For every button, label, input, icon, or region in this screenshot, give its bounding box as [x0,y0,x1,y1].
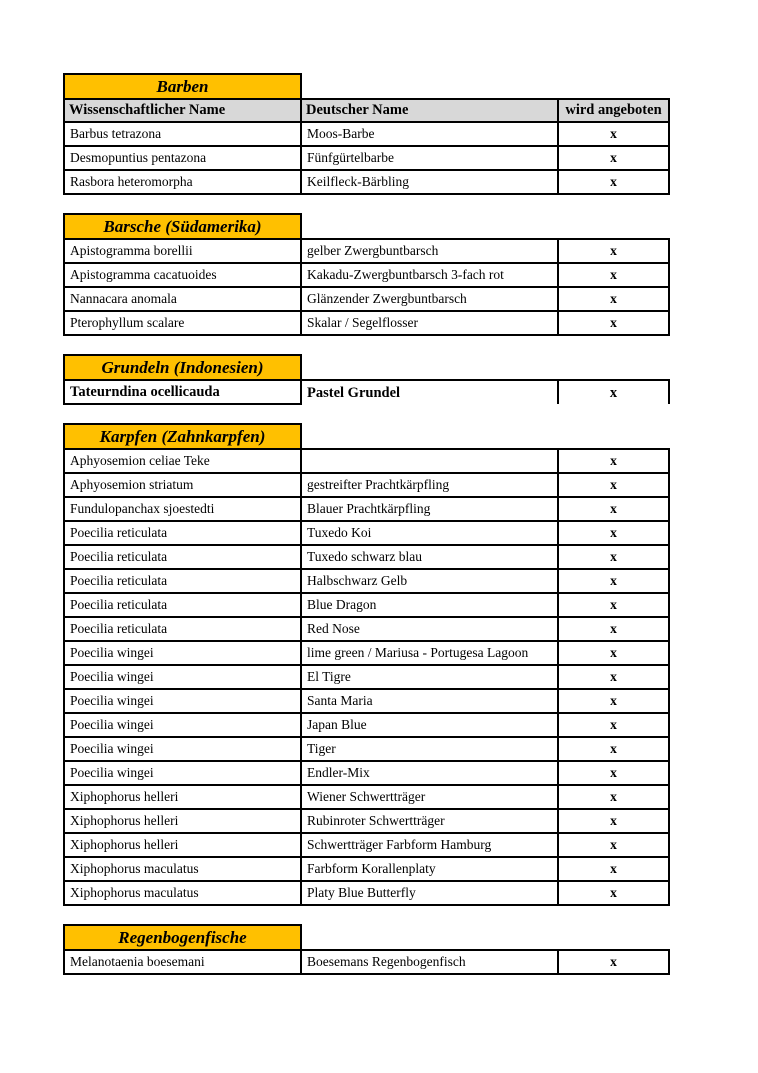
scientific-name-cell: Poecilia reticulata [64,593,301,617]
offered-cell: x [558,122,669,146]
column-header-german-name: Deutscher Name [301,99,558,122]
offered-cell: x [558,713,669,737]
german-name-cell: gestreifter Prachtkärpfling [301,473,558,497]
scientific-name-cell: Nannacara anomala [64,287,301,311]
scientific-name-cell: Rasbora heteromorpha [64,170,301,194]
species-row [64,311,669,335]
species-table [63,949,670,975]
column-header-row [64,99,669,122]
german-name-cell: Tuxedo schwarz blau [301,545,558,569]
offered-cell: x [558,146,669,170]
scientific-name-cell: Pterophyllum scalare [64,311,301,335]
species-row [64,122,669,146]
german-name-cell: Halbschwarz Gelb [301,569,558,593]
species-row [64,713,669,737]
species-section-4 [63,924,673,975]
german-name-cell: Keilfleck-Bärbling [301,170,558,194]
german-name-cell: Schwertträger Farbform Hamburg [301,833,558,857]
scientific-name-cell: Xiphophorus maculatus [64,857,301,881]
offered-cell: x [558,311,669,335]
species-table [63,98,670,195]
species-row [64,785,669,809]
scientific-name-cell: Poecilia wingei [64,737,301,761]
species-row [64,449,669,473]
species-row [64,239,669,263]
species-row [64,809,669,833]
scientific-name-cell: Apistogramma borellii [64,239,301,263]
section-title: Karpfen (Zahnkarpfen) [63,423,302,450]
scientific-name-cell: Poecilia wingei [64,665,301,689]
offered-cell: x [558,545,669,569]
scientific-name-cell: Barbus tetrazona [64,122,301,146]
species-row [64,497,669,521]
species-row [64,593,669,617]
german-name-cell: El Tigre [301,665,558,689]
offered-cell: x [558,239,669,263]
species-row [64,665,669,689]
scientific-name-cell: Xiphophorus helleri [64,809,301,833]
section-title: Regenbogenfische [63,924,302,951]
species-row [64,287,669,311]
german-name-cell: Boesemans Regenbogenfisch [301,950,558,974]
offered-cell: x [558,881,669,905]
species-row [64,263,669,287]
german-name-cell: Pastel Grundel [301,380,558,404]
german-name-cell: Endler-Mix [301,761,558,785]
species-row [64,833,669,857]
column-header-offered: wird angeboten [558,99,669,122]
offered-cell: x [558,833,669,857]
offered-cell: x [558,737,669,761]
german-name-cell: Blue Dragon [301,593,558,617]
scientific-name-cell: Xiphophorus maculatus [64,881,301,905]
scientific-name-cell: Poecilia wingei [64,761,301,785]
german-name-cell: Moos-Barbe [301,122,558,146]
german-name-cell: Wiener Schwertträger [301,785,558,809]
species-section-1 [63,213,673,336]
german-name-cell [301,449,558,473]
offered-cell: x [558,689,669,713]
species-row [64,737,669,761]
offered-cell: x [558,950,669,974]
offered-cell: x [558,380,669,404]
species-table [63,379,670,405]
german-name-cell: Farbform Korallenplaty [301,857,558,881]
scientific-name-cell: Melanotaenia boesemani [64,950,301,974]
german-name-cell: Kakadu-Zwergbuntbarsch 3-fach rot [301,263,558,287]
scientific-name-cell: Poecilia reticulata [64,569,301,593]
german-name-cell: Blauer Prachtkärpfling [301,497,558,521]
species-row [64,881,669,905]
scientific-name-cell: Poecilia reticulata [64,545,301,569]
german-name-cell: Red Nose [301,617,558,641]
offered-cell: x [558,761,669,785]
offered-cell: x [558,593,669,617]
fish-stock-list-document [63,73,673,993]
german-name-cell: Rubinroter Schwertträger [301,809,558,833]
scientific-name-cell: Aphyosemion celiae Teke [64,449,301,473]
german-name-cell: Platy Blue Butterfly [301,881,558,905]
scientific-name-cell: Poecilia wingei [64,689,301,713]
offered-cell: x [558,263,669,287]
offered-cell: x [558,170,669,194]
scientific-name-cell: Poecilia reticulata [64,617,301,641]
column-header-scientific-name: Wissenschaftlicher Name [64,99,301,122]
offered-cell: x [558,809,669,833]
german-name-cell: Glänzender Zwergbuntbarsch [301,287,558,311]
offered-cell: x [558,785,669,809]
species-row [64,380,669,404]
german-name-cell: Tuxedo Koi [301,521,558,545]
german-name-cell: lime green / Mariusa - Portugesa Lagoon [301,641,558,665]
species-row [64,761,669,785]
species-row [64,473,669,497]
offered-cell: x [558,857,669,881]
scientific-name-cell: Fundulopanchax sjoestedti [64,497,301,521]
offered-cell: x [558,521,669,545]
offered-cell: x [558,665,669,689]
scientific-name-cell: Xiphophorus helleri [64,785,301,809]
german-name-cell: Japan Blue [301,713,558,737]
section-title: Barsche (Südamerika) [63,213,302,240]
species-section-0 [63,73,673,195]
species-row [64,521,669,545]
species-row [64,950,669,974]
species-row [64,170,669,194]
species-table [63,448,670,906]
offered-cell: x [558,449,669,473]
german-name-cell: Santa Maria [301,689,558,713]
offered-cell: x [558,641,669,665]
german-name-cell: Skalar / Segelflosser [301,311,558,335]
offered-cell: x [558,473,669,497]
scientific-name-cell: Poecilia wingei [64,641,301,665]
german-name-cell: Fünfgürtelbarbe [301,146,558,170]
scientific-name-cell: Poecilia wingei [64,713,301,737]
scientific-name-cell: Xiphophorus helleri [64,833,301,857]
offered-cell: x [558,617,669,641]
scientific-name-cell: Tateurndina ocellicauda [64,380,301,404]
species-table [63,238,670,336]
species-row [64,545,669,569]
offered-cell: x [558,569,669,593]
offered-cell: x [558,497,669,521]
section-title: Barben [63,73,302,100]
scientific-name-cell: Apistogramma cacatuoides [64,263,301,287]
species-row [64,146,669,170]
species-row [64,617,669,641]
species-section-3 [63,423,673,906]
german-name-cell: Tiger [301,737,558,761]
offered-cell: x [558,287,669,311]
species-section-2 [63,354,673,405]
scientific-name-cell: Poecilia reticulata [64,521,301,545]
german-name-cell: gelber Zwergbuntbarsch [301,239,558,263]
section-title: Grundeln (Indonesien) [63,354,302,381]
scientific-name-cell: Desmopuntius pentazona [64,146,301,170]
species-row [64,641,669,665]
scientific-name-cell: Aphyosemion striatum [64,473,301,497]
species-row [64,857,669,881]
species-row [64,569,669,593]
species-row [64,689,669,713]
